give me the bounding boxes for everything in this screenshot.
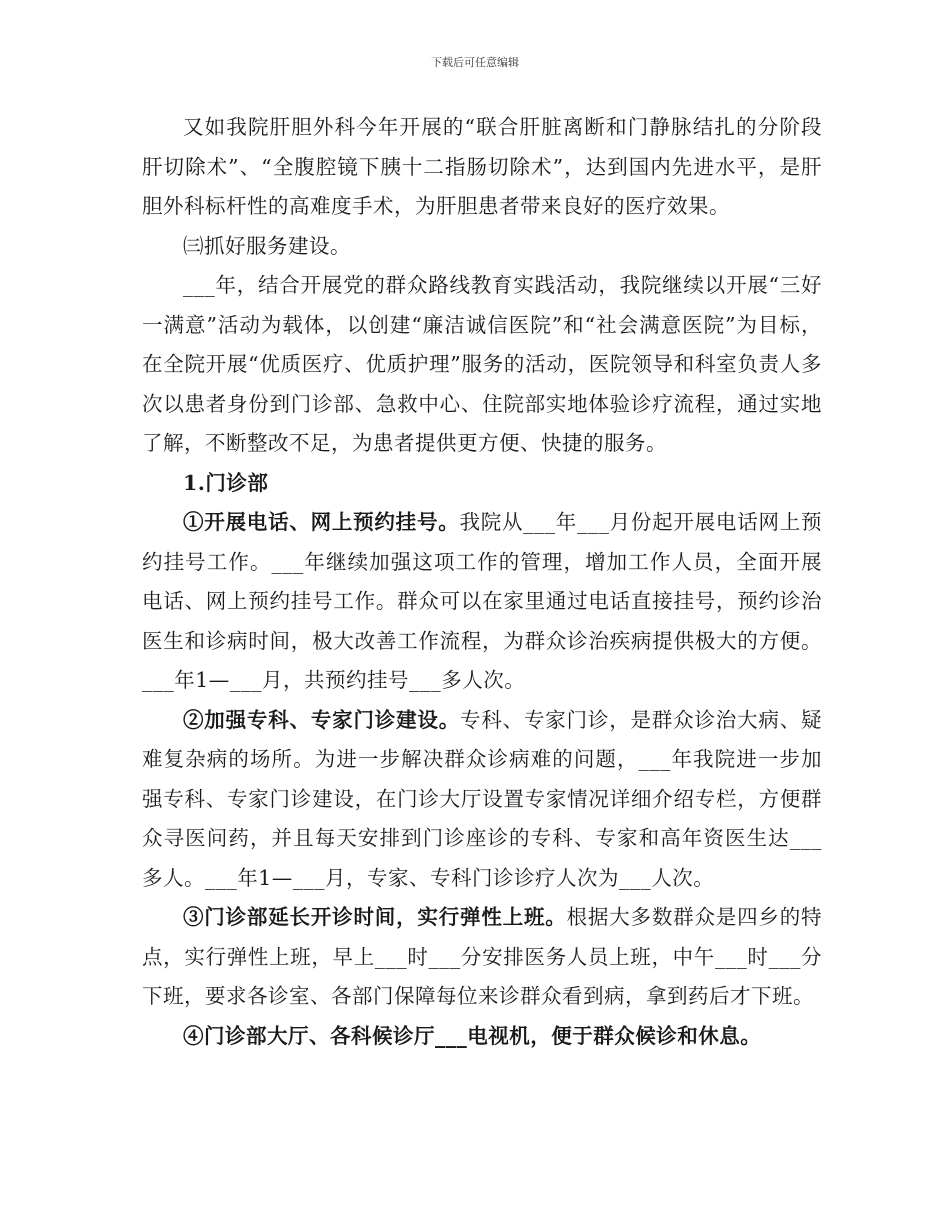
- paragraph-text: 根据大多数群众是四乡的特点，实行弹性上班，早上___时___分安排医务人员上班，中午___时___分下班，要求各诊室、各部门保障每位来诊群众看到病，拿到药后才下班。: [142, 905, 823, 1008]
- subheading-text: 1.门诊部: [183, 470, 269, 495]
- item-lead: ①开展电话、网上预约挂号。: [183, 510, 460, 534]
- subheading-outpatient: [142, 464, 822, 504]
- item-lead: ④门诊部大厅、各科候诊厅___电视机，便于群众候诊和休息。: [183, 1023, 762, 1048]
- paragraph-hours: [142, 898, 822, 1017]
- item-lead: ②加强专科、专家门诊建设。: [183, 707, 461, 732]
- paragraph-specialist: [142, 701, 822, 899]
- paragraph-text: ㈢抓好服务建设。: [183, 233, 351, 258]
- item-lead: ③门诊部延长开诊时间，实行弹性上班。: [183, 905, 567, 929]
- paragraph-text: 又如我院肝胆外科今年开展的“联合肝脏离断和门静脉结扎的分阶段肝切除术”、“全腹腔镜下胰十二指肠切除术”，达到国内先进水平，是肝胆外科标杆性的高难度手术，为肝胆患者带来良好的医疗效果。: [142, 115, 822, 218]
- paragraph-surgery: [142, 108, 822, 227]
- section-heading-service: [142, 227, 822, 267]
- paragraph-text: 专科、专家门诊，是群众诊治大病、疑难复杂病的场所。为进一步解决群众诊病难的问题，___年我院进一步加强专科、专家门诊建设，在门诊大厅设置专家情况详细介绍专栏，方便群众寻医问药，并且每天安排到门诊座诊的专科、专家和高年资医生达___多人。___年1—___月，专家、专科门诊诊疗人次为___人次。: [142, 707, 823, 890]
- page-header: 下载后可任意编辑: [431, 56, 519, 69]
- document-body: [142, 108, 822, 1056]
- paragraph-service: [142, 266, 822, 464]
- paragraph-text: ___年，结合开展党的群众路线教育实践活动，我院继续以开展“三好一满意”活动为载体，以创建“廉洁诚信医院”和“社会满意医院”为目标，在全院开展“优质医疗、优质护理”服务的活动，医院领导和科室负责人多次以患者身份到门诊部、急救中心、住院部实地体验诊疗流程，通过实地了解，不断整改不足，为患者提供更方便、快捷的服务。: [142, 273, 822, 455]
- paragraph-tv: [142, 1017, 822, 1057]
- paragraph-appointment: [142, 503, 822, 701]
- paragraph-text: 我院从___年___月份起开展电话网上预约挂号工作。___年继续加强这项工作的管理，增加工作人员，全面开展电话、网上预约挂号工作。群众可以在家里通过电话直接挂号，预约诊治医生和诊病时间，极大改善工作流程，为群众诊治疾病提供极大的方便。___年1—___月，共预约挂号___多人次。: [142, 510, 823, 692]
